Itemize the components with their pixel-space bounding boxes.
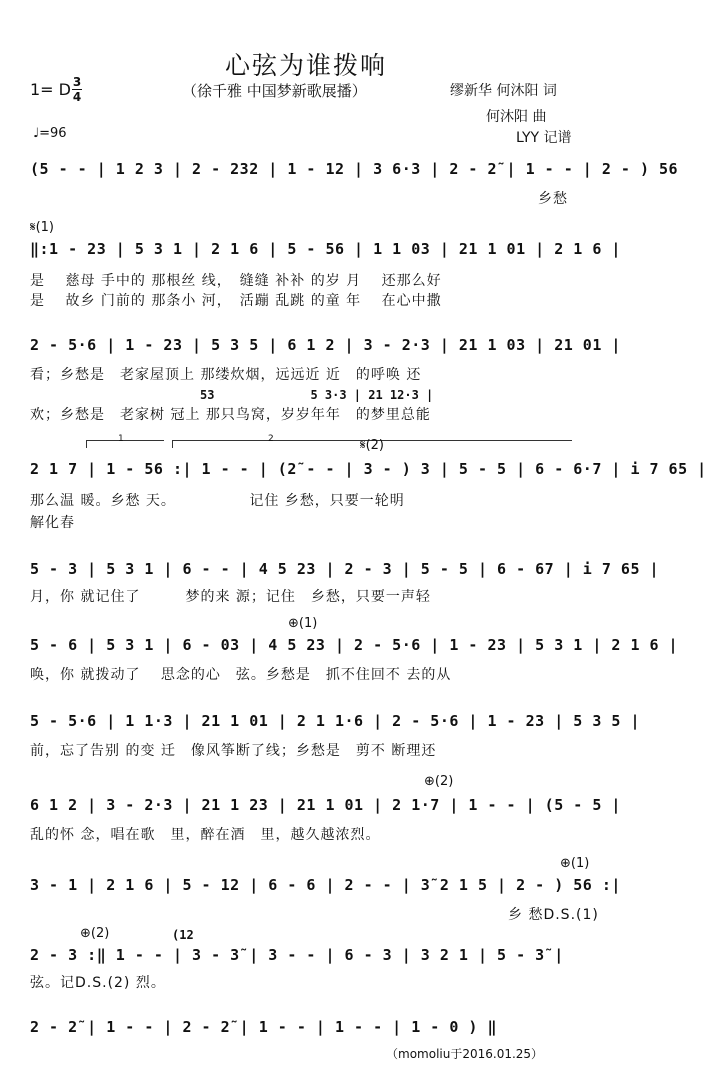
- time-signature-bottom: 4: [72, 90, 82, 104]
- score-line-3-notes: 2 - 5·6 | 1 - 23 | 5 3 5 | 6 1 2 | 3 - 2·3 | 21 1 03 | 21 01 |: [30, 336, 621, 354]
- transcription-credit: （momoliu于2016.01.25）: [386, 1047, 544, 1061]
- score-line-4-notes: 2 1 7 | 1 - 56 :| 1 - - | (2̃ - - | 3 - ) 3 | 5 - 5 | 6 - 6·7 | i 7 65 |: [30, 460, 707, 478]
- tempo-marking: ♩=96: [33, 126, 67, 141]
- time-signature: [72, 76, 82, 103]
- score-line-3-alt-notes: 53 5 3·3 | 21 12·3 |: [200, 388, 434, 402]
- page-title: 心弦为谁拨响: [224, 51, 387, 80]
- score-line-4-lyric-1: 那么温 暖。乡愁 天。 记住 乡愁，只要一轮明: [30, 493, 405, 509]
- credit-transcriber: LYY 记谱: [516, 130, 572, 146]
- subtitle: （徐千雅 中国梦新歌展播）: [182, 82, 367, 100]
- score-line-1-notes: (5 - - | 1 2 3 | 2 - 232 | 1 - 12 | 3 6·3 | 2 - 2̃ | 1 - - | 2 - ) 56: [30, 160, 679, 178]
- volta-2-label: 2: [268, 434, 274, 444]
- score-line-6-lyric-1: 唤，你 就拨动了 思念的心 弦。乡愁是 抓不住回不 去的从: [30, 667, 452, 683]
- score-line-2-notes: ‖:1 - 23 | 5 3 1 | 2 1 6 | 5 - 56 | 1 1 03 | 21 1 01 | 2 1 6 |: [30, 240, 621, 258]
- score-line-7-notes: 5 - 5·6 | 1 1·3 | 21 1 01 | 2 1 1·6 | 2 - 5·6 | 1 - 23 | 5 3 5 |: [30, 712, 640, 730]
- segno-mark-2: 𝄋(2): [360, 438, 385, 453]
- time-signature-top: 3: [72, 75, 82, 89]
- score-line-5-lyric-1: 月，你 就记住了 梦的来 源；记住 乡愁，只要一声轻: [30, 589, 431, 605]
- coda-mark-3: ⊕(1): [560, 856, 590, 871]
- score-line-9-tail-lyric: 乡 愁D.S.(1): [508, 907, 599, 923]
- score-line-2-lyric-2: 是 故乡 门前的 那条小 河， 活蹦 乱跳 的童 年 在心中撒: [30, 293, 442, 309]
- key-signature: 1= D: [30, 80, 71, 99]
- score-line-10-lyric-1: 弦。记D.S.(2) 烈。: [30, 975, 166, 991]
- credit-lyricist: 缪新华 何沐阳 词: [450, 83, 557, 99]
- score-line-8-lyric-1: 乱的怀 念，唱在歌 里，醉在酒 里，越久越浓烈。: [30, 827, 381, 843]
- volta-1-label: 1: [118, 434, 124, 444]
- score-line-8-notes: 6 1 2 | 3 - 2·3 | 21 1 23 | 21 1 01 | 2 1·7 | 1 - - | (5 - 5 |: [30, 796, 621, 814]
- coda-mark-4: ⊕(2): [80, 926, 110, 941]
- score-line-3-lyric-2: 欢；乡愁是 老家树 冠上 那只鸟窝，岁岁年年 的梦里总能: [30, 407, 431, 423]
- score-line-3-lyric-1: 看；乡愁是 老家屋顶上 那缕炊烟，远远近 近 的呼唤 还: [30, 367, 422, 383]
- credit-composer: 何沐阳 曲: [486, 109, 547, 125]
- score-line-10-alt-notes: (12: [172, 928, 194, 942]
- score-line-9-notes: 3 - 1 | 2 1 6 | 5 - 12 | 6 - 6 | 2 - - | 3̃ 2 1 5 | 2 - ) 56 :|: [30, 876, 621, 894]
- score-line-11-notes: 2 - 2̃ | 1 - - | 2 - 2̃ | 1 - - | 1 - - | 1 - 0 ) ‖: [30, 1018, 498, 1036]
- score-line-4-lyric-2: 解化春: [30, 515, 75, 531]
- score-line-2-lyric-1: 是 慈母 手中的 那根丝 线， 缝缝 补补 的岁 月 还那么好: [30, 273, 442, 289]
- score-line-10-notes: 2 - 3 :‖ 1 - - | 3 - 3̃ | 3 - - | 6 - 3 | 3 2 1 | 5 - 3̃ |: [30, 946, 564, 964]
- score-line-6-notes: 5 - 6 | 5 3 1 | 6 - 03 | 4 5 23 | 2 - 5·6 | 1 - 23 | 5 3 1 | 2 1 6 |: [30, 636, 679, 654]
- score-line-7-lyric-1: 前，忘了告别 的变 迁 像风筝断了线；乡愁是 剪不 断理还: [30, 743, 437, 759]
- coda-mark-1: ⊕(1): [288, 616, 318, 631]
- segno-mark-1: 𝄋(1): [30, 220, 55, 235]
- score-line-5-notes: 5 - 3 | 5 3 1 | 6 - - | 4 5 23 | 2 - 3 | 5 - 5 | 6 - 67 | i 7 65 |: [30, 560, 660, 578]
- score-line-1-tail-lyric: 乡愁: [538, 191, 568, 207]
- coda-mark-2: ⊕(2): [424, 774, 454, 789]
